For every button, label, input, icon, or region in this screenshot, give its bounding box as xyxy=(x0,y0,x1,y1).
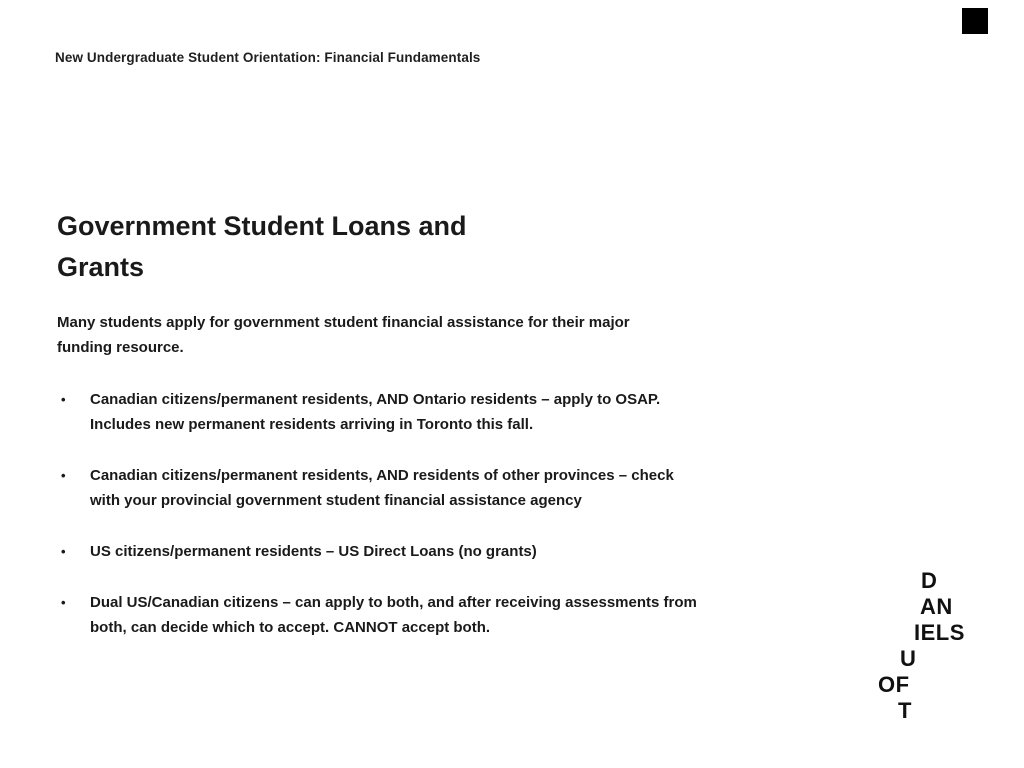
logo-line: OF xyxy=(878,672,910,697)
bullet-list xyxy=(61,387,726,666)
list-item xyxy=(61,539,726,564)
bullet-text: Dual US/Canadian citizens – can apply to both, and after receiving assessments from both, can decide which to accept. CANNOT accept both. xyxy=(90,594,697,636)
intro-paragraph: Many students apply for government student financial assistance for their major funding resource. xyxy=(57,314,630,356)
bullet-text: Canadian citizens/permanent residents, AND Ontario residents – apply to OSAP. Includes new permanent residents arriving in Toronto this fall. xyxy=(90,391,661,433)
logo-line: AN xyxy=(920,594,953,619)
logo-line: T xyxy=(898,698,912,723)
corner-square-decoration xyxy=(962,8,988,34)
list-item xyxy=(61,463,726,513)
slide-header: New Undergraduate Student Orientation: Financial Fundamentals xyxy=(55,50,481,65)
page-title: Government Student Loans and Grants xyxy=(57,211,467,282)
daniels-uoft-logo xyxy=(877,568,965,724)
bullet-marker-icon: • xyxy=(61,544,66,559)
logo-line: IELS xyxy=(914,620,965,645)
logo-line: D xyxy=(921,568,938,593)
logo-line: U xyxy=(900,646,917,671)
bullet-marker-icon: • xyxy=(61,468,66,483)
bullet-marker-icon: • xyxy=(61,392,66,407)
bullet-text: US citizens/permanent residents – US Direct Loans (no grants) xyxy=(90,543,537,560)
bullet-marker-icon: • xyxy=(61,595,66,610)
list-item xyxy=(61,590,726,640)
list-item xyxy=(61,387,726,437)
bullet-text: Canadian citizens/permanent residents, AND residents of other provinces – check with your provincial government student financial assistance agency xyxy=(90,467,674,509)
